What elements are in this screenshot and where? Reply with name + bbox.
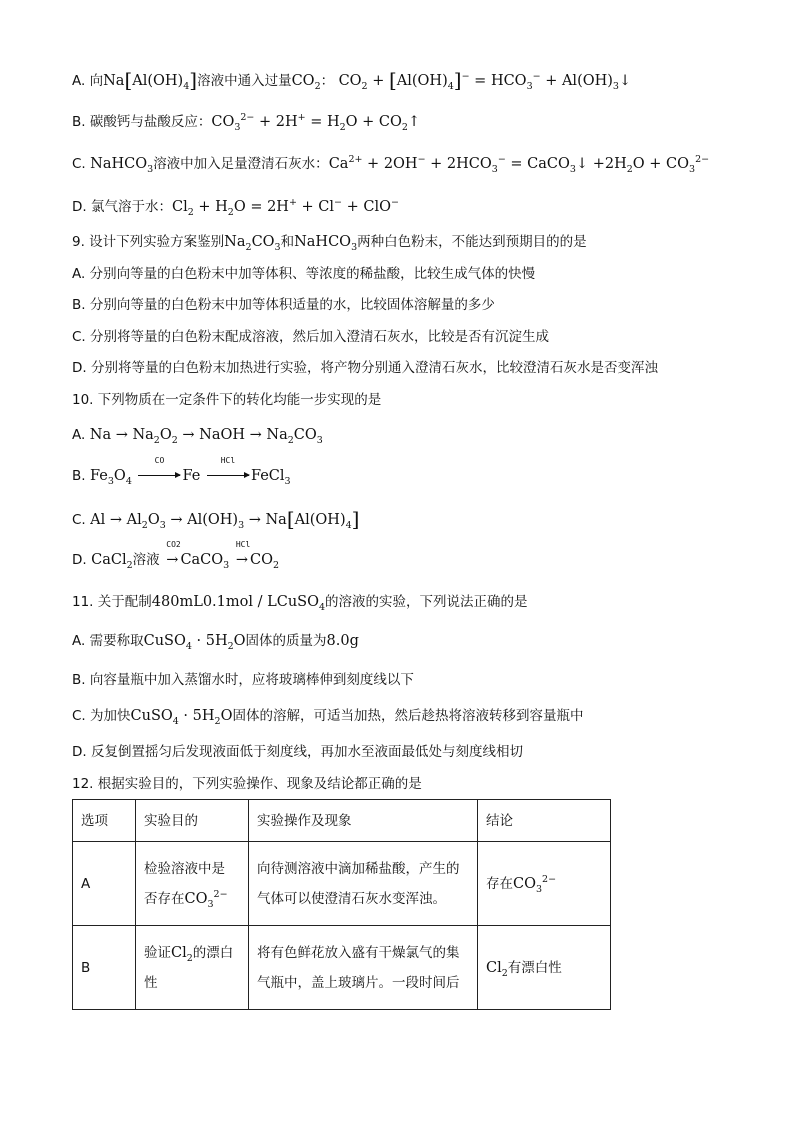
equation: $CO_2 + [Al(OH)_4]^- = HCO_3^-$ + $Al(OH)_3↓$: [338, 68, 632, 92]
formula: $Na_2CO_3$: [224, 234, 281, 253]
q11-option-a: A. 需要称取CuSO$_4$ · $5H_2O$固体的质量为8.0g: [72, 633, 359, 652]
q10-option-b: B. $Fe_3O_4$ CO Fe HCl FeCl$_3$: [72, 456, 291, 487]
option-cell: A: [73, 842, 136, 926]
q9-option-a: A. 分别向等量的白色粉末中加等体积、等浓度的稀盐酸，比较生成气体的快慢: [72, 266, 536, 282]
formula: $CO_3^{2-}$: [513, 873, 557, 895]
option-cell: B: [73, 926, 136, 1010]
purpose-cell: 验证$Cl_2$的漂白 性: [136, 926, 249, 1010]
reaction-arrow: CO: [138, 466, 180, 486]
q8-option-d: D. 氯气溶于水：$Cl_2 + H_2O = 2H^+ + Cl^- + ClO^-$: [72, 197, 399, 218]
q12-stem: 12. 根据实验目的，下列实验操作、现象及结论都正确的是: [72, 776, 422, 792]
q9-option-c: C. 分别将等量的白色粉末配成溶液，然后加入澄清石灰水，比较是否有沉淀生成: [72, 329, 550, 345]
q11-option-b: B. 向容量瓶中加入蒸馏水时，应将玻璃棒伸到刻度线以下: [72, 672, 414, 688]
formula: CuSO$_4$ · $5H_2O$: [130, 708, 233, 727]
table-header: 结论: [478, 800, 611, 842]
q11-option-c: C. 为加快CuSO$_4$ · $5H_2O$固体的溶解，可适当加热，然后趁热将溶液转移到容量瓶中: [72, 708, 584, 727]
q8-option-b: B. 碳酸钙与盐酸反应：$CO_3^{2-} + 2H^+ = H_2O$ + $CO_2↑$: [72, 112, 421, 133]
q10-option-a: A. $Na \to Na_2O_2$ → NaOH → $Na_2CO_3$: [72, 427, 323, 446]
q9-stem: 9. 设计下列实验方案鉴别$Na_2CO_3$和NaHCO$_3$两种白色粉末，不能达到预期目的的是: [72, 234, 587, 253]
q10-option-d: D. CaCl$_2$溶液 CO2 → CaCO$_3$ HCl → $CO_2$: [72, 540, 280, 571]
formula: NaHCO$_3$: [90, 156, 154, 175]
conclusion-cell: 存在$CO_3^{2-}$: [478, 842, 611, 926]
table-row: [73, 842, 611, 926]
q9-option-b: B. 分别向等量的白色粉末中加等体积适量的水，比较固体溶解量的多少: [72, 297, 495, 313]
operation-cell: 将有色鲜花放入盛有干燥氯气的集 气瓶中，盖上玻璃片。一段时间后: [249, 926, 478, 1010]
equation: $Ca^{2+} + 2OH^- + 2HCO_3^-$ = CaCO$_3$↓ $+2H_2O + CO_3^{2-}$: [328, 154, 710, 175]
formula: 480mL0.1mol / LCuSO$_4$: [151, 594, 326, 613]
reaction-chain: $Na \to Na_2O_2$ → NaOH → $Na_2CO_3$: [89, 427, 323, 446]
reaction-arrow: HCl: [207, 466, 249, 486]
q10-stem: 10. 下列物质在一定条件下的转化均能一步实现的是: [72, 392, 382, 408]
reaction-arrow: CO2 →: [166, 540, 181, 568]
table-row: [73, 926, 611, 1010]
q9-option-d: D. 分别将等量的白色粉末加热进行实验，将产物分别通入澄清石灰水，比较澄清石灰水是否变浑浊: [72, 360, 658, 376]
equation: $Cl_2 + H_2O = 2H^+ + Cl^- + ClO^-$: [171, 197, 399, 218]
formula: $CO_2$: [291, 73, 321, 92]
formula: CuSO$_4$ · $5H_2O$: [143, 633, 246, 652]
q8-option-a: A. 向$Na[Al(OH)_4]$溶液中通入过量$CO_2$： $CO_2 + [Al(OH)_4]^- = HCO_3^-$ + $Al(OH)_3↓$: [72, 68, 632, 92]
operation-cell: 向待测溶液中滴加稀盐酸，产生的 气体可以使澄清石灰水变浑浊。: [249, 842, 478, 926]
table-header-row: [73, 800, 611, 842]
table-header: 选项: [73, 800, 136, 842]
reaction-chain: $Al \to Al_2O_3 \to Al(OH)_3 \to Na[Al(OH)_4]$: [90, 507, 360, 531]
q11-stem: 11. 关于配制480mL0.1mol / LCuSO$_4$的溶液的实验，下列说法正确的是: [72, 594, 528, 613]
reaction-arrow: HCl →: [235, 540, 251, 568]
formula: $CO_3^{2-}$: [184, 888, 228, 910]
conclusion-cell: $Cl_2$有漂白性: [478, 926, 611, 1010]
reaction-chain: CaCl$_2$溶液 CO2 → CaCO$_3$ HCl → $CO_2$: [91, 540, 280, 571]
purpose-cell: 检验溶液中是 否存在$CO_3^{2-}$: [136, 842, 249, 926]
q8-option-c: C. NaHCO$_3$溶液中加入足量澄清石灰水：$Ca^{2+} + 2OH^- + 2HCO_3^-$ = CaCO$_3$↓ $+2H_2O + CO_3^{2-}$: [72, 154, 710, 175]
equation: $CO_3^{2-} + 2H^+ = H_2O$ + $CO_2↑$: [211, 112, 421, 133]
reaction-chain: $Fe_3O_4$ CO Fe HCl FeCl$_3$: [90, 456, 291, 487]
table-header: 实验目的: [136, 800, 249, 842]
q10-option-c: C. $Al \to Al_2O_3 \to Al(OH)_3 \to Na[Al(OH)_4]$: [72, 507, 360, 531]
formula: $Na[Al(OH)_4]$: [103, 68, 198, 92]
q11-option-d: D. 反复倒置摇匀后发现液面低于刻度线，再加水至液面最低处与刻度线相切: [72, 744, 523, 760]
formula: NaHCO$_3$: [294, 234, 358, 253]
table-header: 实验操作及现象: [249, 800, 478, 842]
formula: $Cl_2$: [486, 959, 508, 979]
experiment-table: [72, 799, 611, 1010]
formula: $Cl_2$: [171, 944, 193, 964]
